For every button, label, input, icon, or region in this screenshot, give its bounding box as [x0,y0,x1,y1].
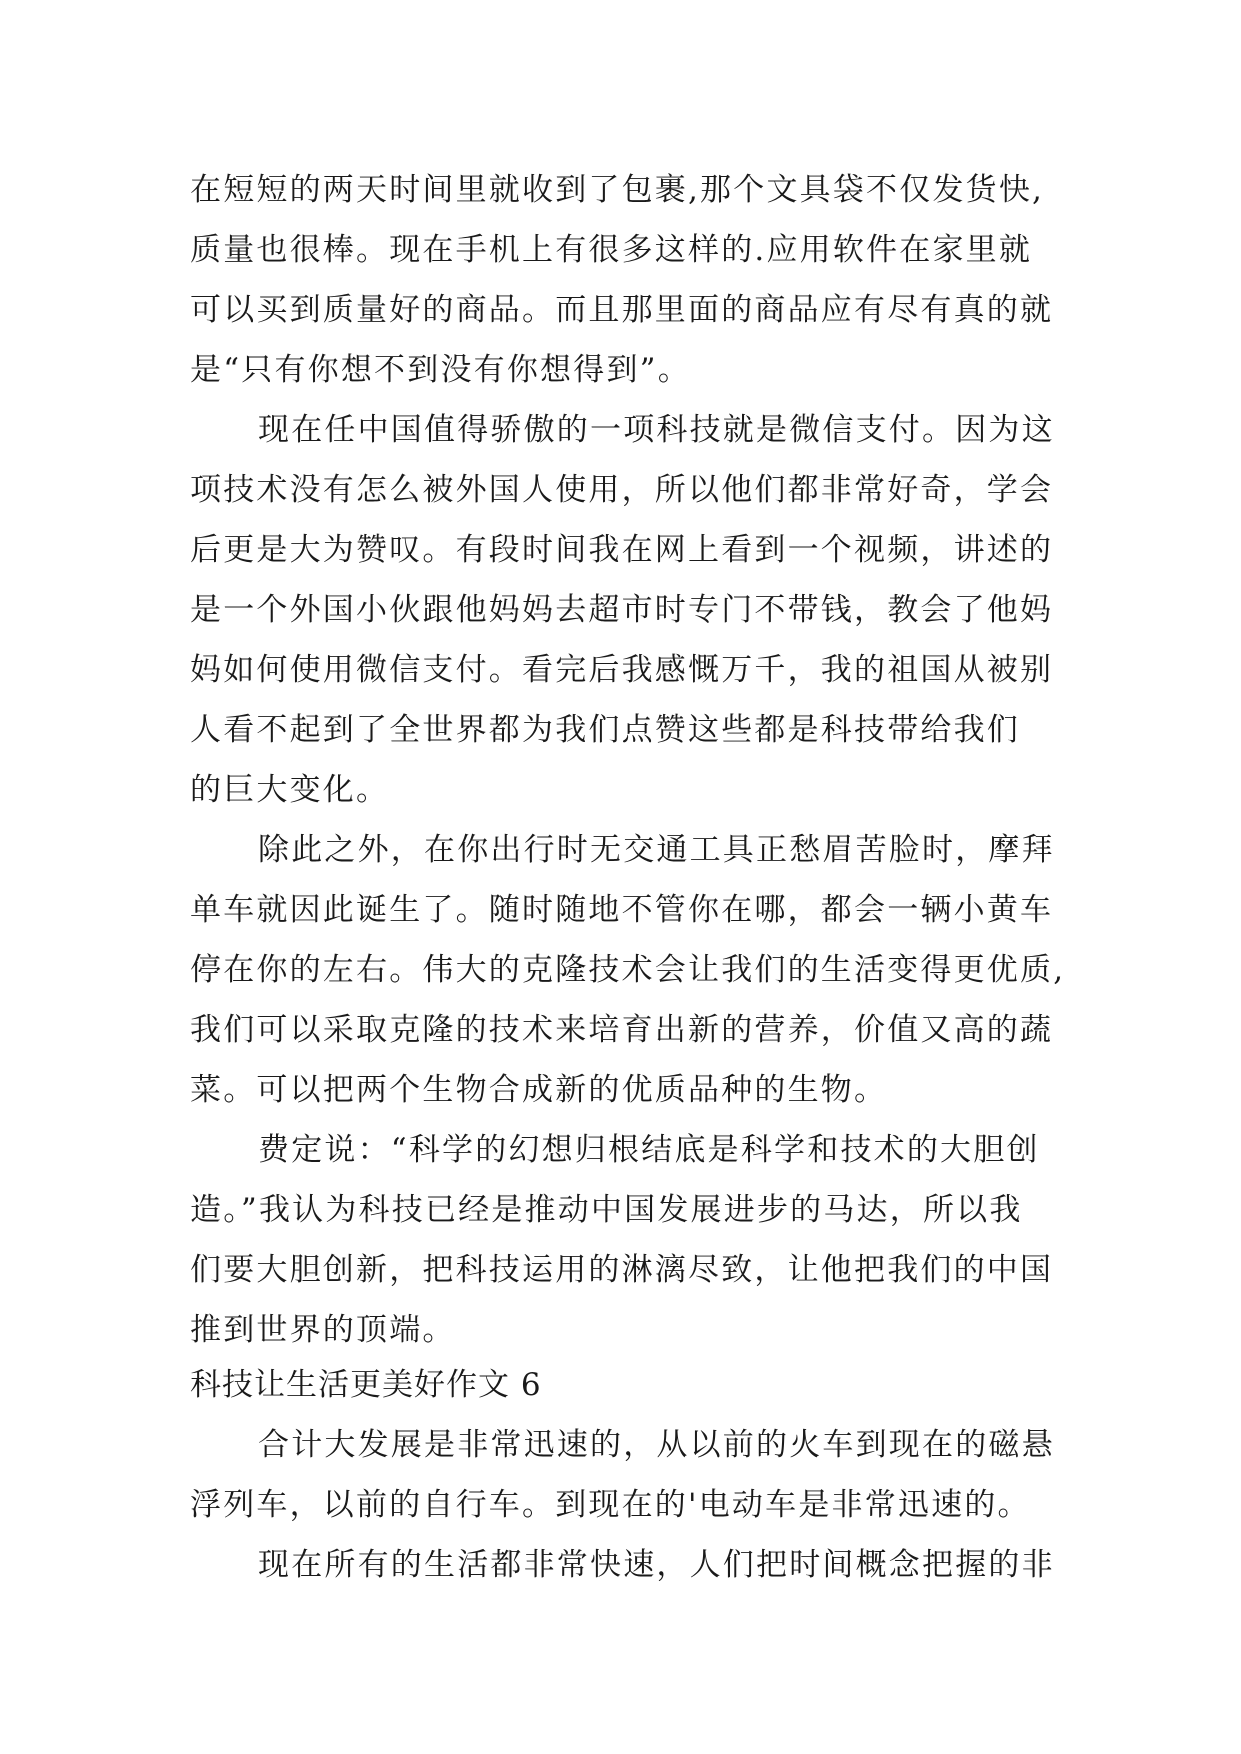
text-line: 们要大胆创新，把科技运用的淋漓尽致，让他把我们的中国 [190,1252,1054,1288]
text-line: 可以买到质量好的商品。而且那里面的商品应有尽有真的就 [190,292,1054,328]
paragraph-first-line: 费定说：“科学的幻想归根结底是科学和技术的大胆创 [258,1132,1040,1168]
paragraph-first-line: 合计大发展是非常迅速的，从以前的火车到现在的磁悬 [258,1427,1055,1463]
text-line: 造。”我认为科技已经是推动中国发展进步的马达，所以我 [190,1192,1023,1228]
section-heading: 科技让生活更美好作文 6 [190,1367,542,1403]
text-line: 浮列车，以前的自行车。到现在的'电动车是非常迅速的。 [190,1487,1031,1523]
text-line: 妈如何使用微信支付。看完后我感慨万千，我的祖国从被别 [190,652,1054,688]
text-line: 人看不起到了全世界都为我们点赞这些都是科技带给我们 [190,712,1020,748]
text-line: 的巨大变化。 [190,772,390,808]
text-line: 推到世界的顶端。 [190,1312,456,1348]
text-line: 在短短的两天时间里就收到了包裹,那个文具袋不仅发货快, [190,172,1045,208]
text-line: 质量也很棒。现在手机上有很多这样的.应用软件在家里就 [190,232,1033,268]
text-line: 是一个外国小伙跟他妈妈去超市时专门不带钱，教会了他妈 [190,592,1054,628]
text-line: 单车就因此诞生了。随时随地不管你在哪，都会一辆小黄车 [190,892,1054,928]
text-line: 停在你的左右。伟大的克隆技术会让我们的生活变得更优质, [190,952,1066,988]
text-line: 菜。可以把两个生物合成新的优质品种的生物。 [190,1072,888,1108]
text-line: 后更是大为赞叹。有段时间我在网上看到一个视频，讲述的 [190,532,1054,568]
text-line: 是“只有你想不到没有你想得到”。 [190,352,691,388]
text-line: 我们可以采取克隆的技术来培育出新的营养，价值又高的蔬 [190,1012,1054,1048]
text-line: 项技术没有怎么被外国人使用，所以他们都非常好奇，学会 [190,472,1054,508]
paragraph-first-line: 除此之外，在你出行时无交通工具正愁眉苦脸时，摩拜 [258,832,1055,868]
paragraph-first-line: 现在任中国值得骄傲的一项科技就是微信支付。因为这 [258,412,1055,448]
paragraph-first-line: 现在所有的生活都非常快速，人们把时间概念把握的非 [258,1547,1055,1583]
